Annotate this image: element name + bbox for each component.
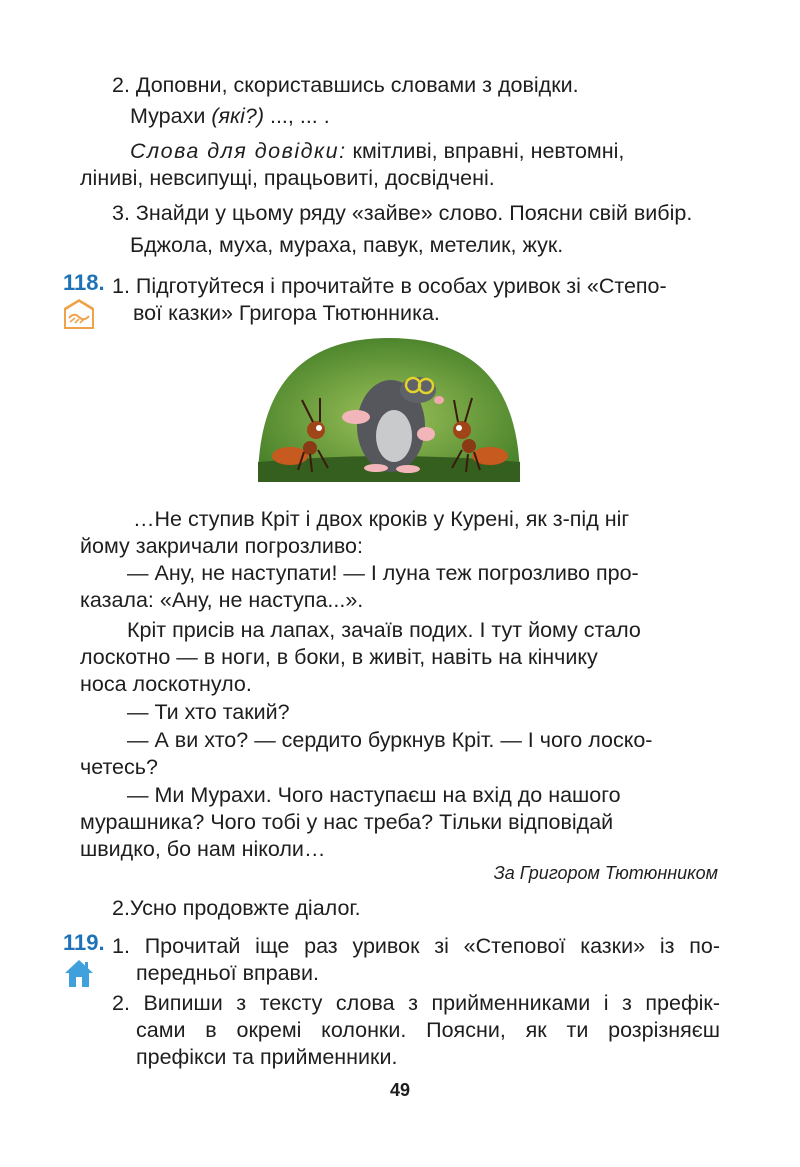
ants-word: Мурахи — [130, 104, 212, 128]
exercise-119-number: 119. — [63, 930, 105, 955]
story-line: Кріт присів на лапах, зачаїв подих. І тут йому стало — [127, 618, 641, 642]
story-line: — Ми Мурахи. Чого наступаєш на вхід до нашого — [127, 783, 621, 807]
task-item-2: 2. Доповни, скориставшись словами з довідки. — [112, 73, 579, 97]
ex118-item2: 2.Усно продовжте діалог. — [112, 896, 361, 920]
home-icon — [64, 958, 94, 988]
story-line: — Ану, не наступати! — І луна теж погрозливо про- — [127, 561, 639, 585]
ants-blanks: ..., ... . — [264, 104, 330, 128]
story-line: лоскотно — в ноги, в боки, в живіт, навіть на кінчику — [80, 645, 598, 669]
reference-words-1: кмітливі, вправні, невтомні, — [346, 139, 625, 163]
story-line: казала: «Ану, не наступа...». — [80, 588, 364, 612]
reference-label: Слова для довідки: — [130, 139, 347, 163]
mole-and-ants-illustration — [258, 338, 520, 482]
ex119-item2-line2: сами в окремі колонки. Поясни, як ти розрізняєш — [136, 1018, 720, 1042]
ex118-item1-line2: вої казки» Григора Тютюнника. — [133, 301, 440, 325]
ex119-item2-line1: 2. Випиши з тексту слова з прийменниками і з префік- — [112, 991, 720, 1015]
story-line: четесь? — [80, 755, 158, 779]
word-row: Бджола, муха, мураха, павук, метелик, жук. — [130, 233, 564, 257]
ants-question: (які?) — [211, 104, 265, 128]
ex118-item1-line1: 1. Підготуйтеся і прочитайте в особах уривок зі «Степо- — [112, 274, 667, 298]
task-item-3: 3. Знайди у цьому ряду «зайве» слово. Поясни свій вибір. — [112, 201, 693, 225]
story-line: швидко, бо нам ніколи… — [80, 837, 326, 861]
story-line: …Не ступив Кріт і двох кроків у Курені, як з-під ніг — [133, 507, 630, 531]
story-author: За Григором Тютюнником — [493, 863, 718, 883]
story-line: — Ти хто такий? — [127, 700, 290, 724]
ex119-item1-line1: 1. Прочитай іще раз уривок зі «Степової казки» із по- — [112, 934, 720, 958]
ex119-item2-line3: префікси та прийменники. — [136, 1045, 398, 1069]
story-line: — А ви хто? — сердито буркнув Кріт. — І чого лоско- — [127, 728, 653, 752]
reference-line-1 — [130, 137, 624, 165]
story-line: мурашника? Чого тобі у нас треба? Тільки відповідай — [80, 810, 614, 834]
story-line: йому закричали погрозливо: — [80, 534, 363, 558]
story-line: носа лоскотнуло. — [80, 672, 252, 696]
exercise-118-number: 118. — [63, 270, 105, 295]
ants-sentence — [130, 102, 330, 130]
ex119-item1-line2: передньої вправи. — [136, 961, 319, 985]
page-number: 49 — [389, 1080, 411, 1100]
handshake-icon — [63, 298, 95, 330]
reference-line-2: ліниві, невсипущі, працьовиті, досвідчені. — [80, 166, 495, 190]
